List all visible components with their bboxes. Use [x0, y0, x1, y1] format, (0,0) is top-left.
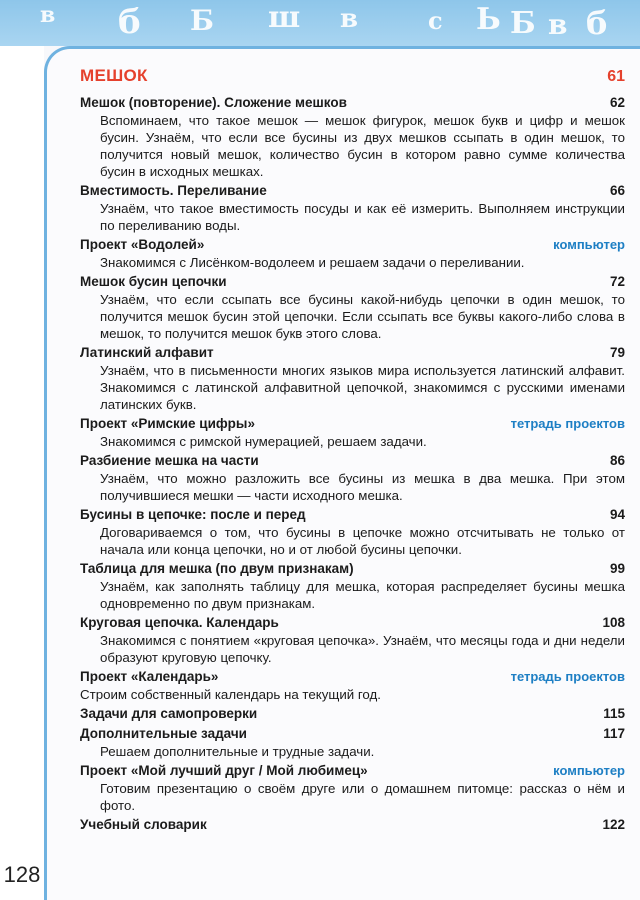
banner-glyph: Б	[190, 4, 214, 37]
entry-tag: компьютер	[553, 763, 625, 778]
entry-description: Договариваемся о том, что бусины в цепочке можно отсчитывать не только от начала или конца цепочки, но и от любой бусины цепочки.	[100, 525, 625, 557]
banner-glyph: в	[40, 2, 56, 28]
entry-page: 108	[602, 615, 625, 630]
entry-title: Проект «Мой лучший друг / Мой любимец»	[80, 763, 368, 778]
entry-description: Решаем дополнительные и трудные задачи.	[100, 744, 375, 759]
entry-page: 94	[609, 507, 625, 522]
entry-page: 66	[609, 183, 625, 198]
entry-page: 79	[609, 345, 625, 360]
entry-page: 122	[602, 817, 625, 832]
toc-entry[interactable]	[80, 668, 625, 686]
banner-glyph: с	[428, 6, 443, 35]
table-of-contents	[80, 66, 625, 834]
banner-glyph: ш	[268, 0, 301, 35]
banner-glyph: б	[118, 2, 141, 42]
entry-title: Проект «Календарь»	[80, 669, 219, 684]
entry-title: Дополнительные задачи	[80, 726, 247, 741]
entry-description: Знакомимся с римской нумерацией, решаем задачи.	[100, 434, 427, 449]
toc-entry[interactable]	[80, 614, 625, 632]
toc-entry[interactable]	[80, 452, 625, 470]
entry-description: Узнаём, что можно разложить все бусины из мешка в два мешка. При этом получившиеся мешки — части исходного мешка.	[100, 471, 625, 503]
entry-description: Узнаём, как заполнять таблицу для мешка, которая распределяет бусины мешка одновременно по двум признакам.	[100, 579, 625, 611]
toc-entry[interactable]	[80, 705, 625, 723]
toc-entry[interactable]	[80, 506, 625, 524]
entry-description: Узнаём, что в письменности многих языков мира используется латинский алфавит. Знакомимся с латинской алфавитной цепочкой, знакомимся с русскими именами латинских букв.	[100, 363, 625, 412]
entry-title: Учебный словарик	[80, 817, 207, 832]
entry-description: Узнаём, что такое вместимость посуды и как её измерить. Выполняем инструкции по переливанию воды.	[100, 201, 625, 233]
entries-list	[80, 94, 625, 834]
chapter-heading	[80, 66, 625, 92]
chapter-title: МЕШОК	[80, 66, 148, 85]
entry-description: Знакомимся с понятием «круговая цепочка». Узнаём, что месяцы года и дни недели образуют круговую цепочку.	[100, 633, 625, 665]
toc-entry[interactable]	[80, 94, 625, 112]
left-margin	[0, 46, 44, 900]
entry-title: Проект «Римские цифры»	[80, 416, 255, 431]
toc-entry[interactable]	[80, 816, 625, 834]
entry-title: Разбиение мешка на части	[80, 453, 259, 468]
entry-title: Мешок (повторение). Сложение мешков	[80, 95, 347, 110]
toc-entry[interactable]	[80, 415, 625, 433]
entry-title: Проект «Водолей»	[80, 237, 205, 252]
banner-glyph: Б	[510, 6, 536, 41]
entry-tag: компьютер	[553, 237, 625, 252]
entry-page: 115	[603, 706, 625, 721]
toc-entry[interactable]	[80, 273, 625, 291]
toc-entry[interactable]	[80, 182, 625, 200]
banner-glyph: б	[586, 4, 608, 42]
toc-entry[interactable]	[80, 236, 625, 254]
entry-title: Таблица для мешка (по двум признакам)	[80, 561, 354, 576]
entry-title: Вместимость. Переливание	[80, 183, 267, 198]
chapter-page: 61	[607, 68, 625, 85]
entry-description: Знакомимся с Лисёнком-водолеем и решаем задачи о переливании.	[100, 255, 525, 270]
entry-description: Строим собственный календарь на текущий год.	[80, 687, 381, 702]
entry-title: Латинский алфавит	[80, 345, 214, 360]
entry-page: 86	[609, 453, 625, 468]
header-banner	[0, 0, 640, 46]
page-number: 128	[3, 862, 41, 887]
banner-glyph: в	[548, 8, 568, 41]
entry-page: 117	[603, 726, 625, 741]
banner-glyph: Ь	[476, 2, 501, 37]
entry-title: Задачи для самопроверки	[80, 706, 258, 721]
entry-page: 62	[609, 95, 625, 110]
entry-tag: тетрадь проектов	[510, 669, 625, 684]
entry-description: Вспоминаем, что такое мешок — мешок фигурок, мешок букв и цифр и мешок бусин. Узнаём, что если все бусины из двух мешков ссыпать в один мешок, то получится новый мешок, количество бусин в котором равно сумме количества бусин в исходных мешках.	[100, 113, 625, 179]
entry-title: Круговая цепочка. Календарь	[80, 615, 279, 630]
entry-description: Узнаём, что если ссыпать все бусины какой-нибудь цепочки в один мешок, то получится мешок бусин этой цепочки. Если ссыпать все буквы какого-либо слова в мешок, то получится мешок букв этого слова.	[100, 292, 625, 341]
entry-tag: тетрадь проектов	[510, 416, 625, 431]
toc-entry[interactable]	[80, 560, 625, 578]
entry-title: Бусины в цепочке: после и перед	[80, 507, 306, 522]
toc-entry[interactable]	[80, 725, 625, 743]
banner-glyph: в	[340, 4, 359, 34]
entry-page: 99	[609, 561, 625, 576]
entry-title: Мешок бусин цепочки	[80, 274, 227, 289]
entry-page: 72	[609, 274, 625, 289]
toc-entry[interactable]	[80, 344, 625, 362]
entry-description: Готовим презентацию о своём друге или о домашнем питомце: рассказ о нём и фото.	[100, 781, 625, 813]
toc-entry[interactable]	[80, 762, 625, 780]
